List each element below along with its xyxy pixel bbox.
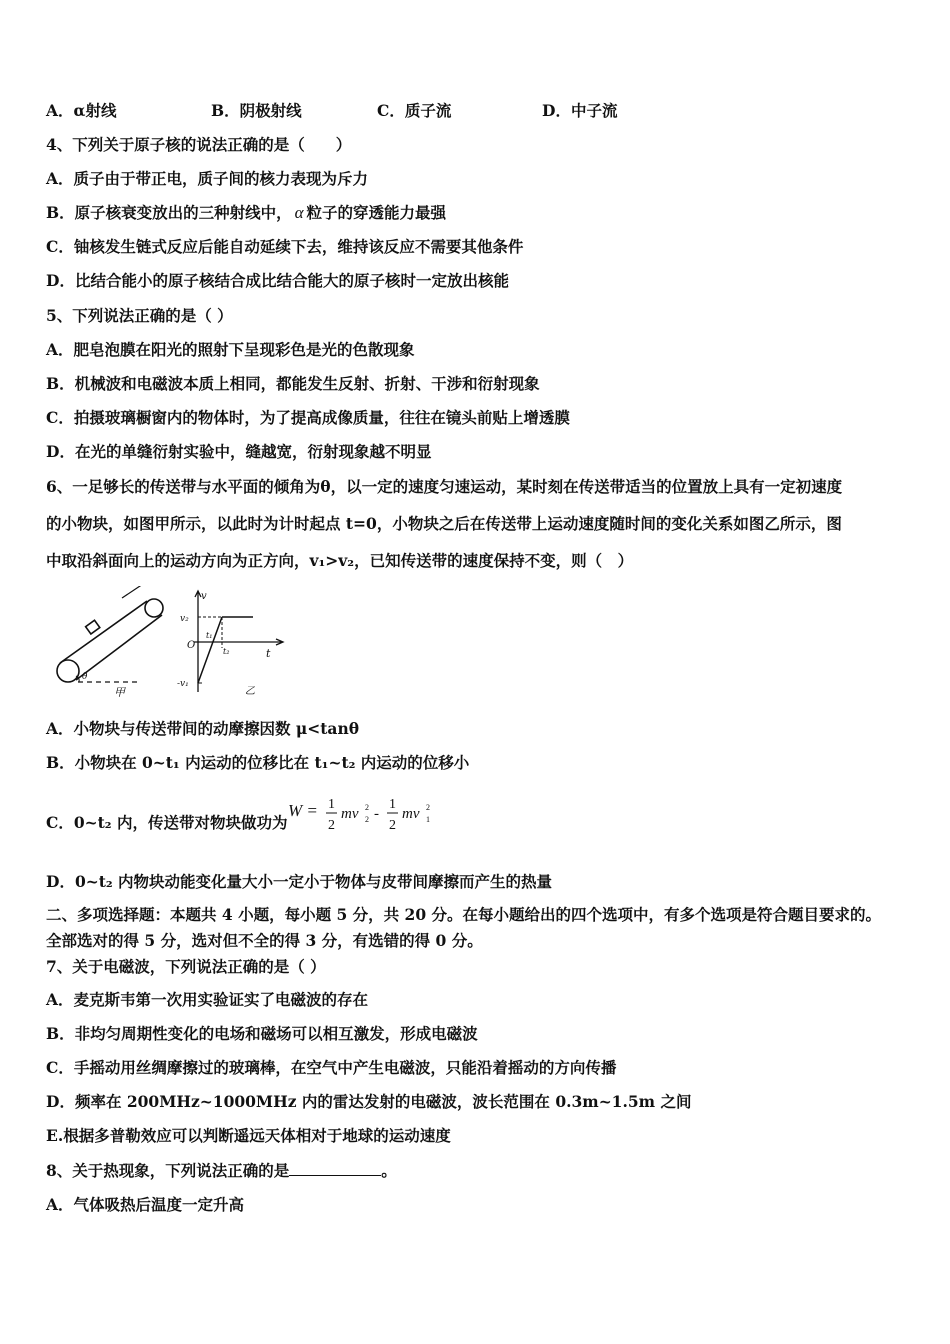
q7-option-e: E.根据多普勒效应可以判断遥远天体相对于地球的运动速度 <box>46 1126 451 1145</box>
q3-option-b: B．阴极射线 <box>211 101 302 120</box>
q4-stem: 4、下列关于原子核的说法正确的是（ ） <box>46 135 352 154</box>
q4-option-d: D．比结合能小的原子核结合成比结合能大的原子核时一定放出核能 <box>46 271 509 290</box>
q7-stem: 7、关于电磁波，下列说法正确的是（ ） <box>46 957 326 976</box>
q8-stem-end: 。 <box>381 1161 397 1180</box>
q7-option-c: C．手摇动用丝绸摩擦过的玻璃棒，在空气中产生电磁波，只能沿着摇动的方向传播 <box>46 1058 617 1077</box>
q7-option-a: A．麦克斯韦第一次用实验证实了电磁波的存在 <box>46 990 369 1009</box>
q6-option-b: B．小物块在 0~t₁ 内运动的位移比在 t₁~t₂ 内运动的位移小 <box>46 753 470 772</box>
answer-blank <box>289 1161 381 1176</box>
q7-option-d: D．频率在 200MHz~1000MHz 内的雷达发射的电磁波，波长范围在 0.3m~1.5m 之间 <box>46 1092 692 1111</box>
q5-stem: 5、下列说法正确的是（ ） <box>46 306 233 325</box>
work-formula <box>288 796 438 836</box>
q5-option-b: B．机械波和电磁波本质上相同，都能发生反射、折射、干涉和衍射现象 <box>46 374 540 393</box>
t1-label: t₁ <box>206 631 213 640</box>
theta-label: θ <box>82 672 88 682</box>
alpha-symbol: α <box>294 203 304 222</box>
v2-label: v₂ <box>180 614 189 624</box>
q6-stem-line2: 的小物块，如图甲所示，以此时为计时起点 t=0，小物块之后在传送带上运动速度随时间的变化关系如图乙所示，图 <box>46 514 842 533</box>
q6-option-c: C．0~t₂ 内，传送带对物块做功为 <box>46 813 288 832</box>
q6-option-d: D．0~t₂ 内物块动能变化量大小一定小于物体与皮带间摩擦而产生的热量 <box>46 872 553 891</box>
q4-option-b-pre: B．原子核衰变放出的三种射线中， <box>46 203 292 222</box>
section2-heading-line2: 全部选对的得 5 分，选对但不全的得 3 分，有选错的得 0 分。 <box>46 931 483 950</box>
v-axis-label: v <box>201 591 207 602</box>
section2-heading-line1: 二、多项选择题：本题共 4 小题，每小题 5 分，共 20 分。在每小题给出的四个选项中，有多个选项是符合题目要求的。 <box>46 905 882 924</box>
velocity-time-graph <box>194 591 283 692</box>
q5-option-c: C．拍摄玻璃橱窗内的物体时，为了提高成像质量，往往在镜头前贴上增透膜 <box>46 408 570 427</box>
t2-label: t₂ <box>223 647 230 656</box>
formula-sq2: 2 <box>426 803 430 812</box>
q6-stem-line1: 6、一足够长的传送带与水平面的倾角为θ，以一定的速度匀速运动，某时刻在传送带适当的位置放上具有一定初速度 <box>46 477 843 496</box>
q6-figure <box>50 586 290 701</box>
q7-option-b: B．非均匀周期性变化的电场和磁场可以相互激发，形成电磁波 <box>46 1024 478 1043</box>
q3-option-a: A．α射线 <box>46 101 117 120</box>
formula-sub1: 1 <box>426 815 430 824</box>
q4-option-a: A．质子由于带正电，质子间的核力表现为斥力 <box>46 169 369 188</box>
q3-option-d: D．中子流 <box>542 101 618 120</box>
figure-left-label: 甲 <box>114 686 125 699</box>
neg-v1-label: -v₁ <box>177 679 189 689</box>
q5-option-a: A．肥皂泡膜在阳光的照射下呈现彩色是光的色散现象 <box>46 340 415 359</box>
q8-stem <box>46 1161 397 1181</box>
q4-option-b <box>46 203 446 223</box>
formula-sub2: 2 <box>365 815 369 824</box>
q6-stem-line3: 中取沿斜面向上的运动方向为正方向，v₁>v₂，已知传送带的速度保持不变，则（ ） <box>46 551 634 570</box>
block-icon <box>86 620 100 634</box>
formula-term2: mv <box>402 806 420 822</box>
q4-option-b-post: 粒子的穿透能力最强 <box>306 203 447 222</box>
formula-term1: mv <box>341 806 359 822</box>
formula-minus: - <box>374 806 379 822</box>
q8-option-a: A．气体吸热后温度一定升高 <box>46 1195 245 1214</box>
q6-option-a: A．小物块与传送带间的动摩擦因数 μ<tanθ <box>46 719 360 738</box>
formula-half-num-2: 1 <box>389 797 396 812</box>
formula-sq1: 2 <box>365 803 369 812</box>
q8-stem-text: 8、关于热现象，下列说法正确的是 <box>46 1161 290 1180</box>
formula-lhs: W = <box>288 801 318 820</box>
conveyor-belt-diagram <box>57 586 163 682</box>
figure-right-label: 乙 <box>245 686 255 697</box>
q5-option-d: D．在光的单缝衍射实验中，缝越宽，衍射现象越不明显 <box>46 442 432 461</box>
t-axis-label: t <box>266 647 271 660</box>
formula-half-den: 2 <box>328 818 335 833</box>
q4-option-c: C．铀核发生链式反应后能自动延续下去，维持该反应不需要其他条件 <box>46 237 524 256</box>
formula-half-den-2: 2 <box>389 818 396 833</box>
origin-label: O <box>187 640 196 651</box>
q3-option-c: C．质子流 <box>377 101 452 120</box>
formula-half-num: 1 <box>328 797 335 812</box>
belt-direction-arrow <box>122 586 143 598</box>
